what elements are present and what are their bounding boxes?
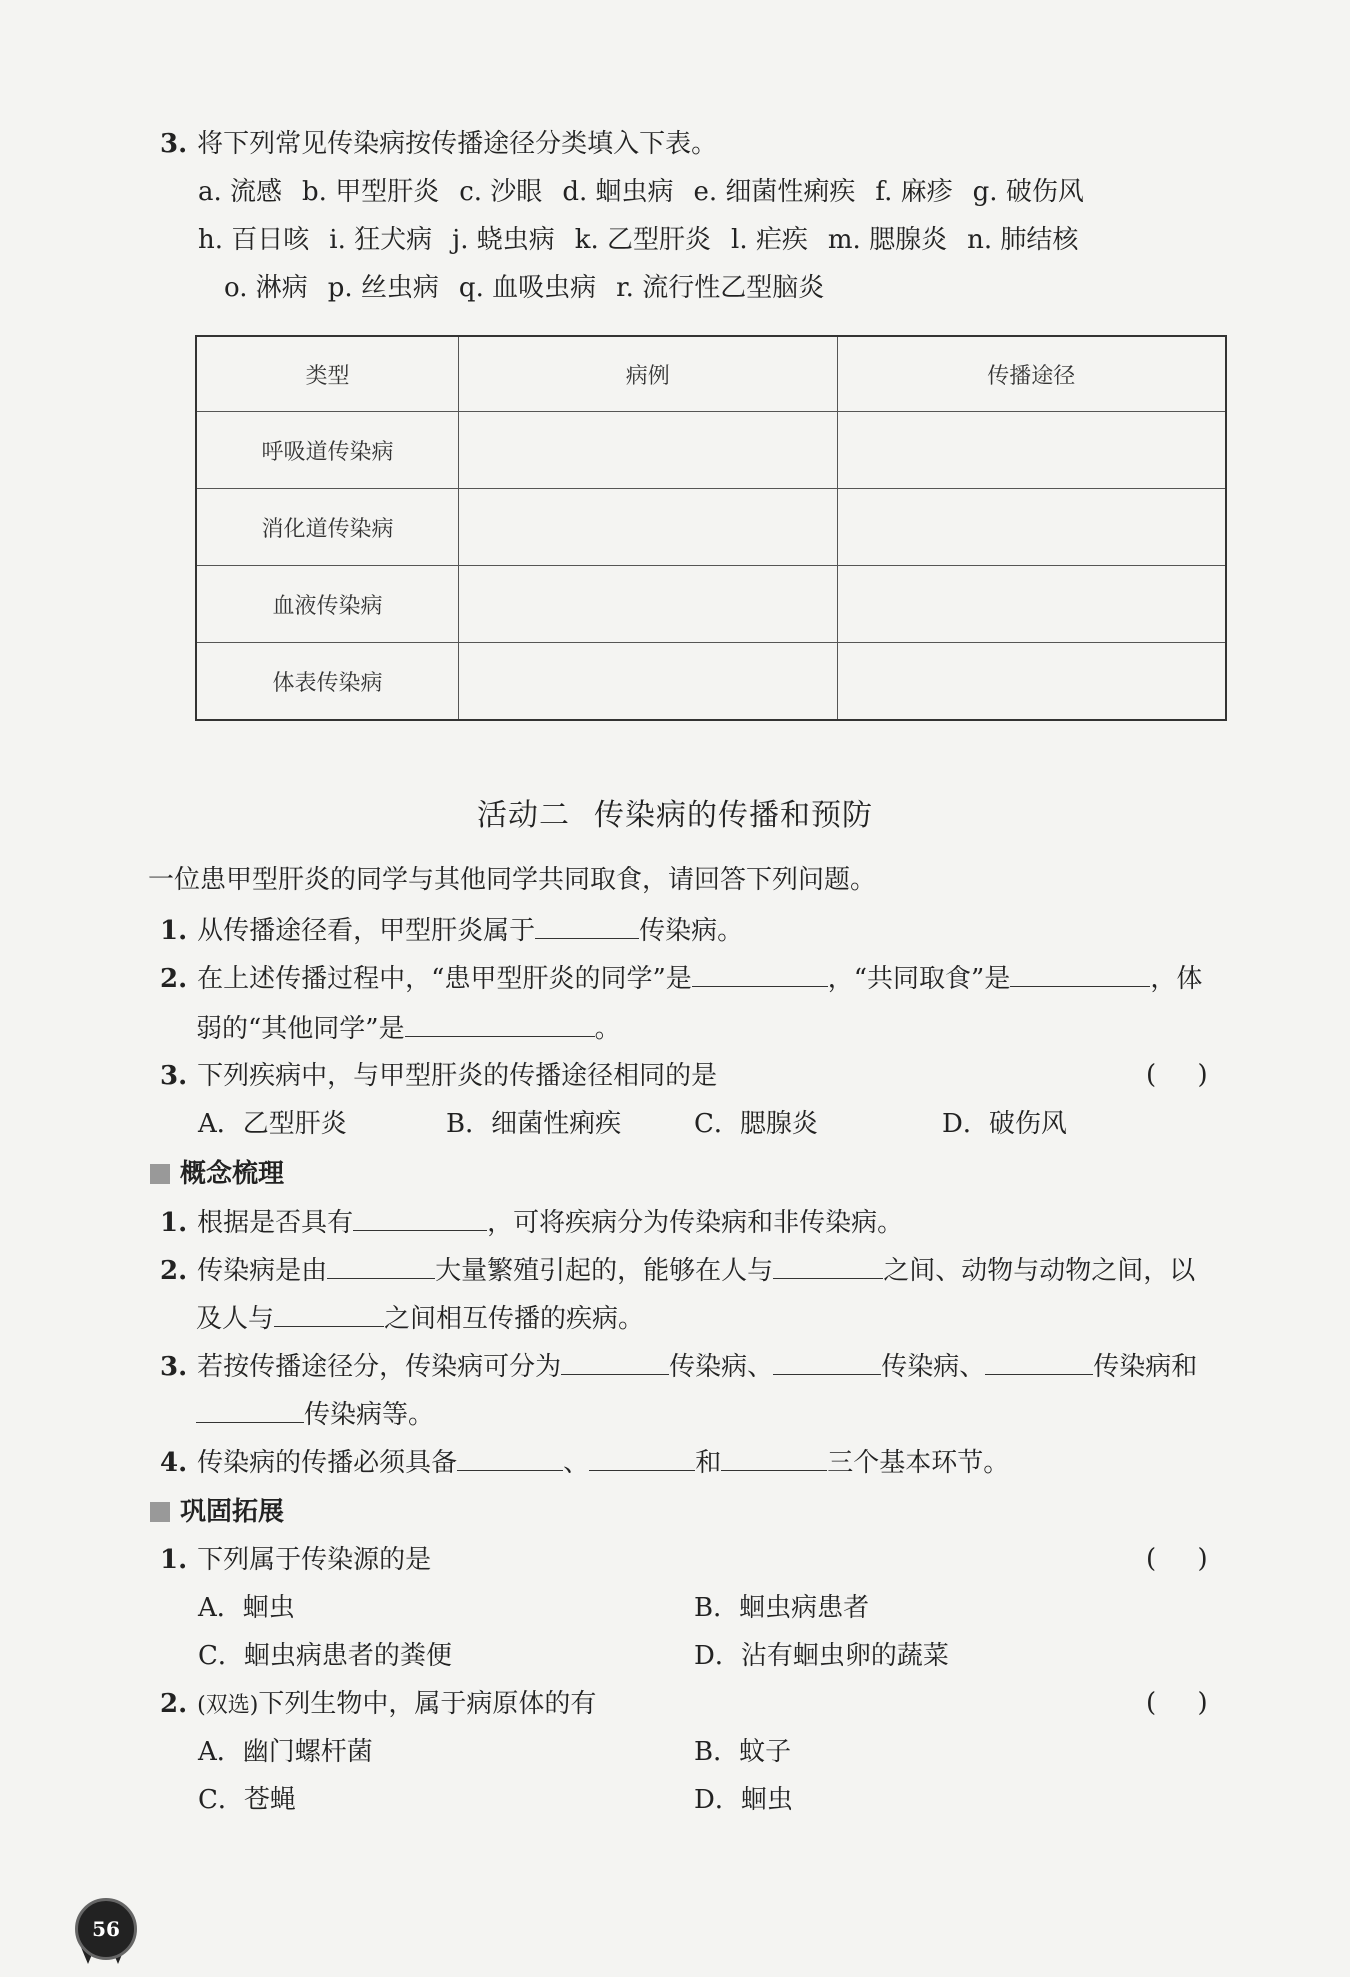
answer-blank[interactable]	[327, 1252, 435, 1279]
option-c[interactable]: C．腮腺炎	[694, 1109, 818, 1139]
answer-parentheses[interactable]: ( )	[1146, 1688, 1208, 1718]
page-number: 56	[75, 1898, 137, 1960]
header-examples: 病例	[459, 336, 838, 412]
answer-cell[interactable]	[459, 566, 838, 643]
concepts-heading: 概念梳理	[150, 1156, 284, 1192]
option-c[interactable]: C．苍蝇	[198, 1785, 296, 1815]
table-row	[196, 412, 1226, 489]
option-b[interactable]: B．蛔虫病患者	[694, 1593, 870, 1623]
classification-table	[195, 335, 1227, 721]
answer-cell[interactable]	[837, 412, 1226, 489]
disease-item: c. 沙眼	[459, 177, 543, 207]
concept-question-4: 4. 传染病的传播必须具备 、 和 三个基本环节。	[160, 1444, 1009, 1481]
answer-cell[interactable]	[837, 566, 1226, 643]
option-c[interactable]: C．蛔虫病患者的粪便	[198, 1641, 452, 1671]
answer-blank[interactable]	[773, 1252, 883, 1279]
disease-list-row-3	[224, 270, 844, 306]
activity2-question-3: 3. 下列疾病中，与甲型肝炎的传播途径相同的是	[160, 1061, 718, 1091]
table-row	[196, 489, 1226, 566]
row-label: 呼吸道传染病	[196, 412, 459, 489]
section-title: 活动二 传染病的传播和预防	[477, 798, 873, 833]
square-icon	[150, 1502, 170, 1522]
disease-item: p. 丝虫病	[327, 273, 439, 303]
answer-cell[interactable]	[837, 489, 1226, 566]
activity2-question-1: 1. 从传播途径看，甲型肝炎属于 传染病。	[160, 912, 743, 949]
answer-parentheses[interactable]: ( )	[1146, 1060, 1208, 1090]
disease-item: o. 淋病	[224, 273, 308, 303]
activity2-question-2: 2. 在上述传播过程中，“患甲型肝炎的同学”是 ，“共同取食”是 ，体	[160, 960, 1202, 997]
option-b[interactable]: B．蚊子	[694, 1737, 792, 1767]
option-d[interactable]: D．破伤风	[942, 1109, 1067, 1139]
extension-heading: 巩固拓展	[150, 1494, 284, 1530]
answer-blank[interactable]	[985, 1348, 1093, 1375]
concept-question-3: 3. 若按传播途径分，传染病可分为 传染病、 传染病、 传染病和	[160, 1348, 1197, 1385]
table-row	[196, 643, 1226, 721]
disease-item: r. 流行性乙型脑炎	[616, 273, 825, 303]
answer-blank[interactable]	[721, 1444, 827, 1471]
answer-parentheses[interactable]: ( )	[1146, 1544, 1208, 1574]
answer-cell[interactable]	[459, 489, 838, 566]
square-icon	[150, 1164, 170, 1184]
table-row	[196, 566, 1226, 643]
disease-item: g. 破伤风	[972, 177, 1084, 207]
disease-item: h. 百日咳	[198, 225, 310, 255]
extension-question-2: 2. (双选)下列生物中，属于病原体的有	[160, 1689, 597, 1719]
disease-item: i. 狂犬病	[329, 225, 433, 255]
answer-blank[interactable]	[274, 1300, 384, 1327]
extension-question-1: 1. 下列属于传染源的是	[160, 1545, 432, 1575]
disease-item: e. 细菌性痢疾	[693, 177, 856, 207]
answer-cell[interactable]	[459, 412, 838, 489]
disease-item: q. 血吸虫病	[458, 273, 597, 303]
activity2-question-2-cont: 弱的“其他同学”是 。	[196, 1010, 621, 1047]
option-a[interactable]: A．幽门螺杆菌	[198, 1737, 373, 1767]
row-label: 血液传染病	[196, 566, 459, 643]
question-3: 3. 将下列常见传染病按传播途径分类填入下表。	[160, 129, 718, 159]
option-a[interactable]: A．蛔虫	[198, 1593, 295, 1623]
header-type: 类型	[196, 336, 459, 412]
table-header-row	[196, 336, 1226, 412]
answer-cell[interactable]	[837, 643, 1226, 721]
answer-blank[interactable]	[773, 1348, 881, 1375]
disease-item: l. 疟疾	[731, 225, 808, 255]
option-d[interactable]: D．沾有蛔虫卵的蔬菜	[694, 1641, 949, 1671]
activity2-q3-options	[198, 1106, 1238, 1142]
row-label: 消化道传染病	[196, 489, 459, 566]
disease-item: j. 蛲虫病	[452, 225, 555, 255]
option-d[interactable]: D．蛔虫	[694, 1785, 793, 1815]
option-a[interactable]: A．乙型肝炎	[198, 1109, 347, 1139]
question-tag: (双选)	[197, 1693, 259, 1718]
concept-question-1: 1. 根据是否具有 ，可将疾病分为传染病和非传染病。	[160, 1204, 903, 1241]
disease-list-row-1	[198, 174, 1104, 210]
row-label: 体表传染病	[196, 643, 459, 721]
answer-blank[interactable]	[561, 1348, 669, 1375]
answer-blank[interactable]	[196, 1396, 304, 1423]
answer-blank[interactable]	[1010, 960, 1150, 987]
disease-item: f. 麻疹	[875, 177, 953, 207]
disease-item: b. 甲型肝炎	[302, 177, 440, 207]
option-b[interactable]: B．细菌性痢疾	[446, 1109, 622, 1139]
disease-item: d. 蛔虫病	[562, 177, 674, 207]
answer-blank[interactable]	[457, 1444, 563, 1471]
answer-blank[interactable]	[353, 1204, 487, 1231]
disease-item: k. 乙型肝炎	[574, 225, 712, 255]
concept-question-2: 2. 传染病是由 大量繁殖引起的，能够在人与 之间、动物与动物之间，以	[160, 1252, 1195, 1289]
answer-blank[interactable]	[405, 1010, 595, 1037]
disease-item: n. 肺结核	[967, 225, 1079, 255]
answer-blank[interactable]	[535, 912, 639, 939]
disease-list-row-2	[198, 222, 1098, 258]
answer-blank[interactable]	[589, 1444, 695, 1471]
answer-cell[interactable]	[459, 643, 838, 721]
concept-question-2-cont: 及人与 之间相互传播的疾病。	[196, 1300, 644, 1337]
question-text: 将下列常见传染病按传播途径分类填入下表。	[197, 129, 718, 159]
disease-item: a. 流感	[198, 177, 283, 207]
answer-blank[interactable]	[692, 960, 828, 987]
concept-question-3-cont: 传染病等。	[196, 1396, 434, 1433]
disease-item: m. 腮腺炎	[827, 225, 948, 255]
intro-text: 一位患甲型肝炎的同学与其他同学共同取食，请回答下列问题。	[148, 865, 877, 895]
header-route: 传播途径	[837, 336, 1226, 412]
